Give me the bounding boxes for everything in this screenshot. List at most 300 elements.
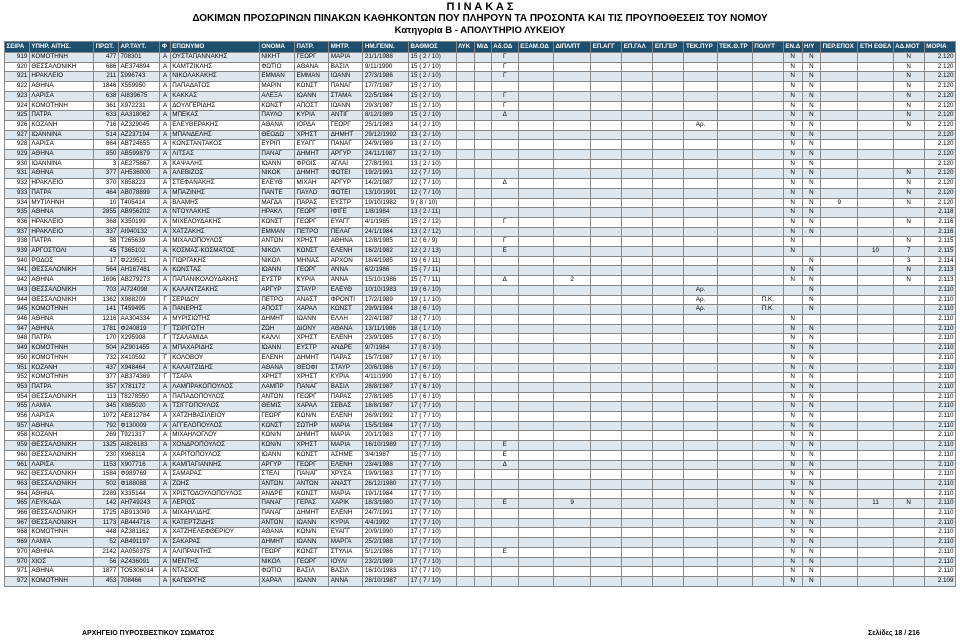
table-cell: 2.120: [924, 179, 955, 189]
table-cell: Ν: [783, 198, 802, 208]
table-cell: 370: [94, 179, 119, 189]
table-cell: [591, 72, 622, 82]
table-cell: [717, 295, 752, 305]
table-cell: [717, 509, 752, 519]
table-row: [5, 567, 956, 577]
table-cell: Α: [160, 101, 170, 111]
table-cell: [553, 159, 590, 169]
table-cell: [752, 120, 783, 130]
table-cell: 17 ( 7 / 10): [408, 402, 456, 412]
table-cell: [684, 557, 717, 567]
table-cell: Ν: [802, 538, 821, 548]
table-cell: 12 ( 7 / 10): [408, 169, 456, 179]
table-cell: [653, 489, 684, 499]
table-cell: ΧΡΗΣΤ: [259, 373, 294, 383]
table-cell: [653, 285, 684, 295]
table-cell: [491, 373, 518, 383]
table-cell: ΓΕΩΡΓ: [259, 547, 294, 557]
table-cell: Τ921317: [118, 431, 159, 441]
table-cell: ΑΖ237194: [118, 130, 159, 140]
table-cell: [553, 528, 590, 538]
table-cell: [684, 567, 717, 577]
table-cell: 923: [5, 91, 30, 101]
table-cell: ΤΣΙΓΓΟΠΟΥΛΟΣ: [170, 402, 259, 412]
table-cell: [684, 266, 717, 276]
document-subtitle: ΔΟΚΙΜΩΝ ΠΡΟΣΩΡΙΝΩΝ ΠΙΝΑΚΩΝ ΚΑΘΗΚΟΝΤΩΝ ΠΟΥ ΠΛΗΡΟΥΝ ΤΑ ΠΡΟΣΟΝΤΑ ΚΑΙ ΤΙΣ ΠΡΟΥΠΟΘΕΣΕΙΣ ΤΟΥ ΝΟΜΟΥ: [192, 13, 768, 24]
table-cell: 15 ( 2 / 10): [408, 53, 456, 63]
table-cell: ΕΛΕΝΗ: [329, 412, 363, 422]
table-cell: [491, 509, 518, 519]
table-cell: Γ: [491, 101, 518, 111]
table-cell: [591, 421, 622, 431]
table-cell: ΛΑΜΠΡΑΚΟΠΟΥΛΟΣ: [170, 382, 259, 392]
table-cell: [858, 227, 893, 237]
table-cell: [717, 217, 752, 227]
table-cell: [591, 412, 622, 422]
table-cell: 345: [94, 402, 119, 412]
table-cell: [684, 382, 717, 392]
table-cell: [622, 159, 653, 169]
table-cell: ΠΕΤΡΟ: [295, 227, 329, 237]
table-cell: [591, 159, 622, 169]
table-cell: Ν: [783, 460, 802, 470]
table-row: [5, 431, 956, 441]
table-cell: [491, 479, 518, 489]
table-cell: 935: [5, 208, 30, 218]
table-cell: [858, 460, 893, 470]
table-cell: [653, 237, 684, 247]
table-cell: [858, 150, 893, 160]
table-cell: [653, 547, 684, 557]
table-cell: ΚΟΣΜΑΣ-ΚΟΣΜΑΤΟΣ: [170, 247, 259, 257]
table-cell: [475, 305, 492, 315]
table-cell: ΑΘΗΝΑ: [29, 324, 93, 334]
table-cell: Ν: [802, 62, 821, 72]
table-cell: ΠΑΡΑΣ: [329, 392, 363, 402]
table-cell: Χ858223: [118, 179, 159, 189]
table-cell: [518, 567, 553, 577]
table-cell: Ν: [802, 421, 821, 431]
table-row: [5, 150, 956, 160]
table-cell: ΝΙΚΟΛΑΚΑΚΗΣ: [170, 72, 259, 82]
table-cell: ΑΘΗΝΑ: [29, 547, 93, 557]
table-cell: 633: [94, 111, 119, 121]
table-cell: ΜΥΡΙΣΙΩΤΗΣ: [170, 314, 259, 324]
table-cell: [653, 266, 684, 276]
table-cell: [752, 130, 783, 140]
table-cell: [553, 101, 590, 111]
table-cell: Ν: [783, 91, 802, 101]
table-cell: [622, 373, 653, 383]
table-cell: [821, 392, 858, 402]
table-cell: 932: [5, 179, 30, 189]
table-cell: [622, 101, 653, 111]
table-cell: 972: [5, 576, 30, 586]
table-cell: [858, 72, 893, 82]
table-cell: 14 ( 2 / 10): [408, 120, 456, 130]
table-cell: [752, 567, 783, 577]
table-cell: [456, 111, 475, 121]
table-cell: [653, 101, 684, 111]
table-cell: 970: [5, 547, 30, 557]
table-cell: Αρ.: [684, 120, 717, 130]
table-cell: ΚΩΝΣΤ: [295, 489, 329, 499]
table-row: [5, 441, 956, 451]
table-cell: ΑΝΤΙΓ: [329, 111, 363, 121]
table-cell: [821, 528, 858, 538]
table-cell: [752, 208, 783, 218]
table-cell: [893, 295, 924, 305]
table-cell: Ν: [802, 120, 821, 130]
table-cell: [821, 363, 858, 373]
table-cell: [717, 528, 752, 538]
table-cell: ΔΗΜΗΤ: [259, 538, 294, 548]
table-cell: ΘΕΟΦΙ: [295, 363, 329, 373]
table-cell: [456, 276, 475, 286]
table-cell: Γ: [160, 324, 170, 334]
table-cell: 6/2/1986: [363, 266, 409, 276]
table-cell: [622, 499, 653, 509]
table-cell: ΑΡΓΥΡ: [329, 150, 363, 160]
table-cell: ΖΩΗΣ: [170, 479, 259, 489]
table-cell: Ν: [802, 179, 821, 189]
table-cell: ΚΑΜΤΖΙΚΛΗΣ: [170, 62, 259, 72]
table-cell: [684, 509, 717, 519]
table-cell: 23/4/1988: [363, 460, 409, 470]
table-cell: 9: [553, 499, 590, 509]
table-cell: 2.110: [924, 382, 955, 392]
table-row: [5, 276, 956, 286]
table-cell: ΜΥΤΙΛΗΝΗ: [29, 198, 93, 208]
table-cell: [893, 227, 924, 237]
table-cell: 502: [94, 479, 119, 489]
table-cell: 113: [94, 392, 119, 402]
table-cell: [518, 91, 553, 101]
table-cell: 15 ( 7 / 10): [408, 450, 456, 460]
table-cell: Ν: [783, 557, 802, 567]
table-cell: [821, 324, 858, 334]
table-cell: [491, 567, 518, 577]
table-cell: Τ8278550: [118, 392, 159, 402]
table-cell: ΠΑΝΑΓ: [259, 499, 294, 509]
table-cell: [717, 547, 752, 557]
table-cell: ΚΑΠΩΡΓΗΣ: [170, 576, 259, 586]
table-cell: 16/2/1982: [363, 247, 409, 257]
table-cell: 19/10/1982: [363, 198, 409, 208]
table-cell: ΑΝΤΩΝ: [259, 237, 294, 247]
table-cell: [821, 353, 858, 363]
table-cell: [821, 82, 858, 92]
table-cell: [821, 450, 858, 460]
table-cell: [475, 82, 492, 92]
table-cell: Ν: [802, 169, 821, 179]
table-cell: [717, 576, 752, 586]
table-cell: ΑΝΤΩΝ: [259, 392, 294, 402]
table-cell: ΕΥΑΓΓ: [329, 217, 363, 227]
table-cell: [518, 82, 553, 92]
table-cell: 958: [5, 431, 30, 441]
table-cell: Ν: [783, 392, 802, 402]
table-cell: [591, 392, 622, 402]
table-cell: [684, 276, 717, 286]
table-cell: ΜΑΡΙΑ: [329, 441, 363, 451]
table-cell: [858, 353, 893, 363]
table-cell: 949: [5, 344, 30, 354]
table-cell: 2.116: [924, 227, 955, 237]
table-cell: [821, 53, 858, 63]
table-cell: ΕΛΛΗ: [329, 314, 363, 324]
table-cell: ΑΙ826183: [118, 441, 159, 451]
table-cell: [893, 334, 924, 344]
table-cell: [475, 140, 492, 150]
table-cell: [717, 53, 752, 63]
table-cell: 2.120: [924, 91, 955, 101]
table-cell: [858, 256, 893, 266]
table-cell: [456, 344, 475, 354]
table-cell: 2.110: [924, 285, 955, 295]
table-cell: [752, 237, 783, 247]
table-cell: [622, 324, 653, 334]
table-cell: ΦΩΤΕΙ: [329, 169, 363, 179]
table-cell: Α: [160, 217, 170, 227]
table-cell: 933: [5, 188, 30, 198]
table-cell: [622, 305, 653, 315]
table-cell: 942: [5, 276, 30, 286]
table-cell: ΑΡΓΥΡ: [329, 179, 363, 189]
table-cell: 368: [94, 217, 119, 227]
column-header: ΕΝ.Δ: [783, 42, 802, 53]
table-cell: [684, 421, 717, 431]
table-cell: [717, 421, 752, 431]
table-cell: [717, 489, 752, 499]
table-cell: [752, 111, 783, 121]
table-cell: [491, 344, 518, 354]
table-cell: ΠΕΤΡΟ: [259, 295, 294, 305]
table-row: [5, 470, 956, 480]
table-cell: ΚΟΜΟΤΗΝΗ: [29, 344, 93, 354]
table-cell: 15 ( 2 / 10): [408, 72, 456, 82]
table-cell: Ν: [783, 353, 802, 363]
table-cell: [591, 247, 622, 257]
table-cell: [653, 421, 684, 431]
table-cell: 448: [94, 528, 119, 538]
table-cell: [821, 382, 858, 392]
table-cell: 2.120: [924, 140, 955, 150]
table-cell: Χ781172: [118, 382, 159, 392]
table-cell: ΔΟΥΛΓΕΡΙΔΗΣ: [170, 101, 259, 111]
table-cell: [518, 509, 553, 519]
table-cell: [553, 431, 590, 441]
table-cell: [622, 53, 653, 63]
table-cell: ΣΤΕΦΑΝΑΚΗΣ: [170, 179, 259, 189]
table-body: [5, 53, 956, 587]
table-cell: [553, 518, 590, 528]
table-cell: [717, 518, 752, 528]
table-cell: [518, 111, 553, 121]
table-cell: [475, 314, 492, 324]
table-cell: 2: [553, 276, 590, 286]
table-cell: [591, 295, 622, 305]
table-cell: 716: [94, 120, 119, 130]
table-cell: Ν: [802, 324, 821, 334]
table-cell: Γ: [160, 353, 170, 363]
table-cell: ΗΡΑΚΛ: [259, 208, 294, 218]
table-cell: [717, 198, 752, 208]
table-cell: 2.110: [924, 547, 955, 557]
table-cell: ΚΟΜΟΤΗΝΗ: [29, 373, 93, 383]
table-cell: [591, 91, 622, 101]
table-cell: ΔΗΜΗΤ: [295, 169, 329, 179]
table-cell: [684, 169, 717, 179]
table-cell: [821, 402, 858, 412]
table-cell: [622, 62, 653, 72]
table-cell: 2.120: [924, 130, 955, 140]
table-cell: Ν: [802, 567, 821, 577]
table-cell: [456, 82, 475, 92]
table-cell: [821, 470, 858, 480]
table-cell: [456, 179, 475, 189]
table-cell: Α: [160, 538, 170, 548]
table-cell: Ν: [893, 276, 924, 286]
table-cell: Ν: [802, 450, 821, 460]
table-cell: [893, 421, 924, 431]
table-cell: [591, 227, 622, 237]
table-row: [5, 363, 956, 373]
table-cell: ΚΩΝΣΤ: [259, 421, 294, 431]
table-cell: ΜΙΧΑΗΛΙΔΗΣ: [170, 509, 259, 519]
table-cell: ΙΩΑΝΝ: [295, 91, 329, 101]
table-cell: ΑΝΔΡΕ: [329, 344, 363, 354]
table-cell: 9/11/1990: [363, 62, 409, 72]
table-cell: Ν: [802, 72, 821, 82]
table-cell: [591, 53, 622, 63]
table-cell: [653, 538, 684, 548]
table-cell: ΘΕΣΣΑΛΟΝΙΚΗ: [29, 441, 93, 451]
table-cell: [821, 208, 858, 218]
table-cell: [553, 256, 590, 266]
table-cell: ΝΤΟΥΛΑΚΗΣ: [170, 208, 259, 218]
table-cell: ΑΒ078899: [118, 188, 159, 198]
table-cell: 946: [5, 314, 30, 324]
table-row: [5, 509, 956, 519]
table-cell: [456, 402, 475, 412]
table-cell: [653, 188, 684, 198]
table-cell: [684, 431, 717, 441]
table-cell: 2.120: [924, 159, 955, 169]
table-cell: 17 ( 7 / 10): [408, 518, 456, 528]
table-cell: 230: [94, 450, 119, 460]
table-cell: ΚΟΖΑΝΗ: [29, 120, 93, 130]
table-cell: [858, 576, 893, 586]
table-cell: [491, 140, 518, 150]
table-cell: [684, 91, 717, 101]
table-cell: [893, 353, 924, 363]
table-cell: ΚΩΝ/Ν: [259, 431, 294, 441]
table-cell: ΗΡΑΚΛΕΙΟ: [29, 179, 93, 189]
table-cell: ΜΗΝΑΣ: [295, 256, 329, 266]
table-cell: 27/3/1986: [363, 72, 409, 82]
table-cell: [456, 237, 475, 247]
column-header: Μ/Δ: [475, 42, 492, 53]
table-cell: 2.120: [924, 72, 955, 82]
table-cell: [553, 334, 590, 344]
table-cell: 17 ( 6 / 10): [408, 353, 456, 363]
table-cell: [684, 159, 717, 169]
table-cell: Ν: [802, 266, 821, 276]
table-cell: ΛΑΡΙΣΑ: [29, 140, 93, 150]
table-cell: [622, 547, 653, 557]
table-cell: ΑΓΓΕΛΟΠΟΥΛΟΣ: [170, 421, 259, 431]
table-cell: ΚΑΛΑΝΤΖΑΚΗΣ: [170, 285, 259, 295]
table-cell: 211: [94, 72, 119, 82]
table-cell: 453: [94, 576, 119, 586]
table-cell: 23/2/1989: [363, 557, 409, 567]
table-cell: 514: [94, 130, 119, 140]
table-row: [5, 557, 956, 567]
table-cell: 2.115: [924, 237, 955, 247]
table-cell: 12 ( 7 / 10): [408, 188, 456, 198]
table-cell: 29/3/1987: [363, 101, 409, 111]
table-cell: [893, 441, 924, 451]
table-cell: [475, 518, 492, 528]
table-cell: [622, 120, 653, 130]
table-cell: [591, 431, 622, 441]
table-cell: ΣΤΑΥΡ: [295, 285, 329, 295]
table-cell: ΠΑΤΡΑ: [29, 111, 93, 121]
table-row: [5, 421, 956, 431]
table-row: [5, 130, 956, 140]
table-cell: [752, 479, 783, 489]
table-cell: [456, 479, 475, 489]
table-cell: [553, 460, 590, 470]
table-cell: [684, 62, 717, 72]
table-cell: [518, 450, 553, 460]
table-cell: ΑΘΑΝΑ: [259, 528, 294, 538]
table-cell: 2.110: [924, 470, 955, 480]
table-cell: [858, 101, 893, 111]
table-row: [5, 140, 956, 150]
table-cell: [893, 324, 924, 334]
table-cell: 962: [5, 470, 30, 480]
table-cell: 22/4/1987: [363, 314, 409, 324]
table-cell: [821, 412, 858, 422]
table-cell: ΠΑΝΑΓ: [329, 82, 363, 92]
table-cell: ΑΝΤΩΝ: [259, 479, 294, 489]
table-cell: [858, 382, 893, 392]
table-cell: Ν: [802, 227, 821, 237]
table-cell: Ν: [783, 188, 802, 198]
table-cell: [783, 295, 802, 305]
table-cell: 919: [5, 53, 30, 63]
table-cell: Δ: [491, 111, 518, 121]
table-cell: 2142: [94, 547, 119, 557]
table-cell: 10/10/1983: [363, 285, 409, 295]
table-cell: [717, 460, 752, 470]
table-cell: Ν: [802, 305, 821, 315]
table-cell: [858, 441, 893, 451]
table-cell: 967: [5, 518, 30, 528]
table-cell: 2.120: [924, 150, 955, 160]
table-cell: ΑΒ444716: [118, 518, 159, 528]
table-cell: [591, 450, 622, 460]
column-header: ΤΕΚ.ΠΥΡ: [684, 42, 717, 53]
table-cell: [717, 150, 752, 160]
table-cell: 927: [5, 130, 30, 140]
table-cell: Ν: [783, 421, 802, 431]
table-cell: [858, 217, 893, 227]
table-cell: Α: [160, 188, 170, 198]
table-cell: [553, 489, 590, 499]
